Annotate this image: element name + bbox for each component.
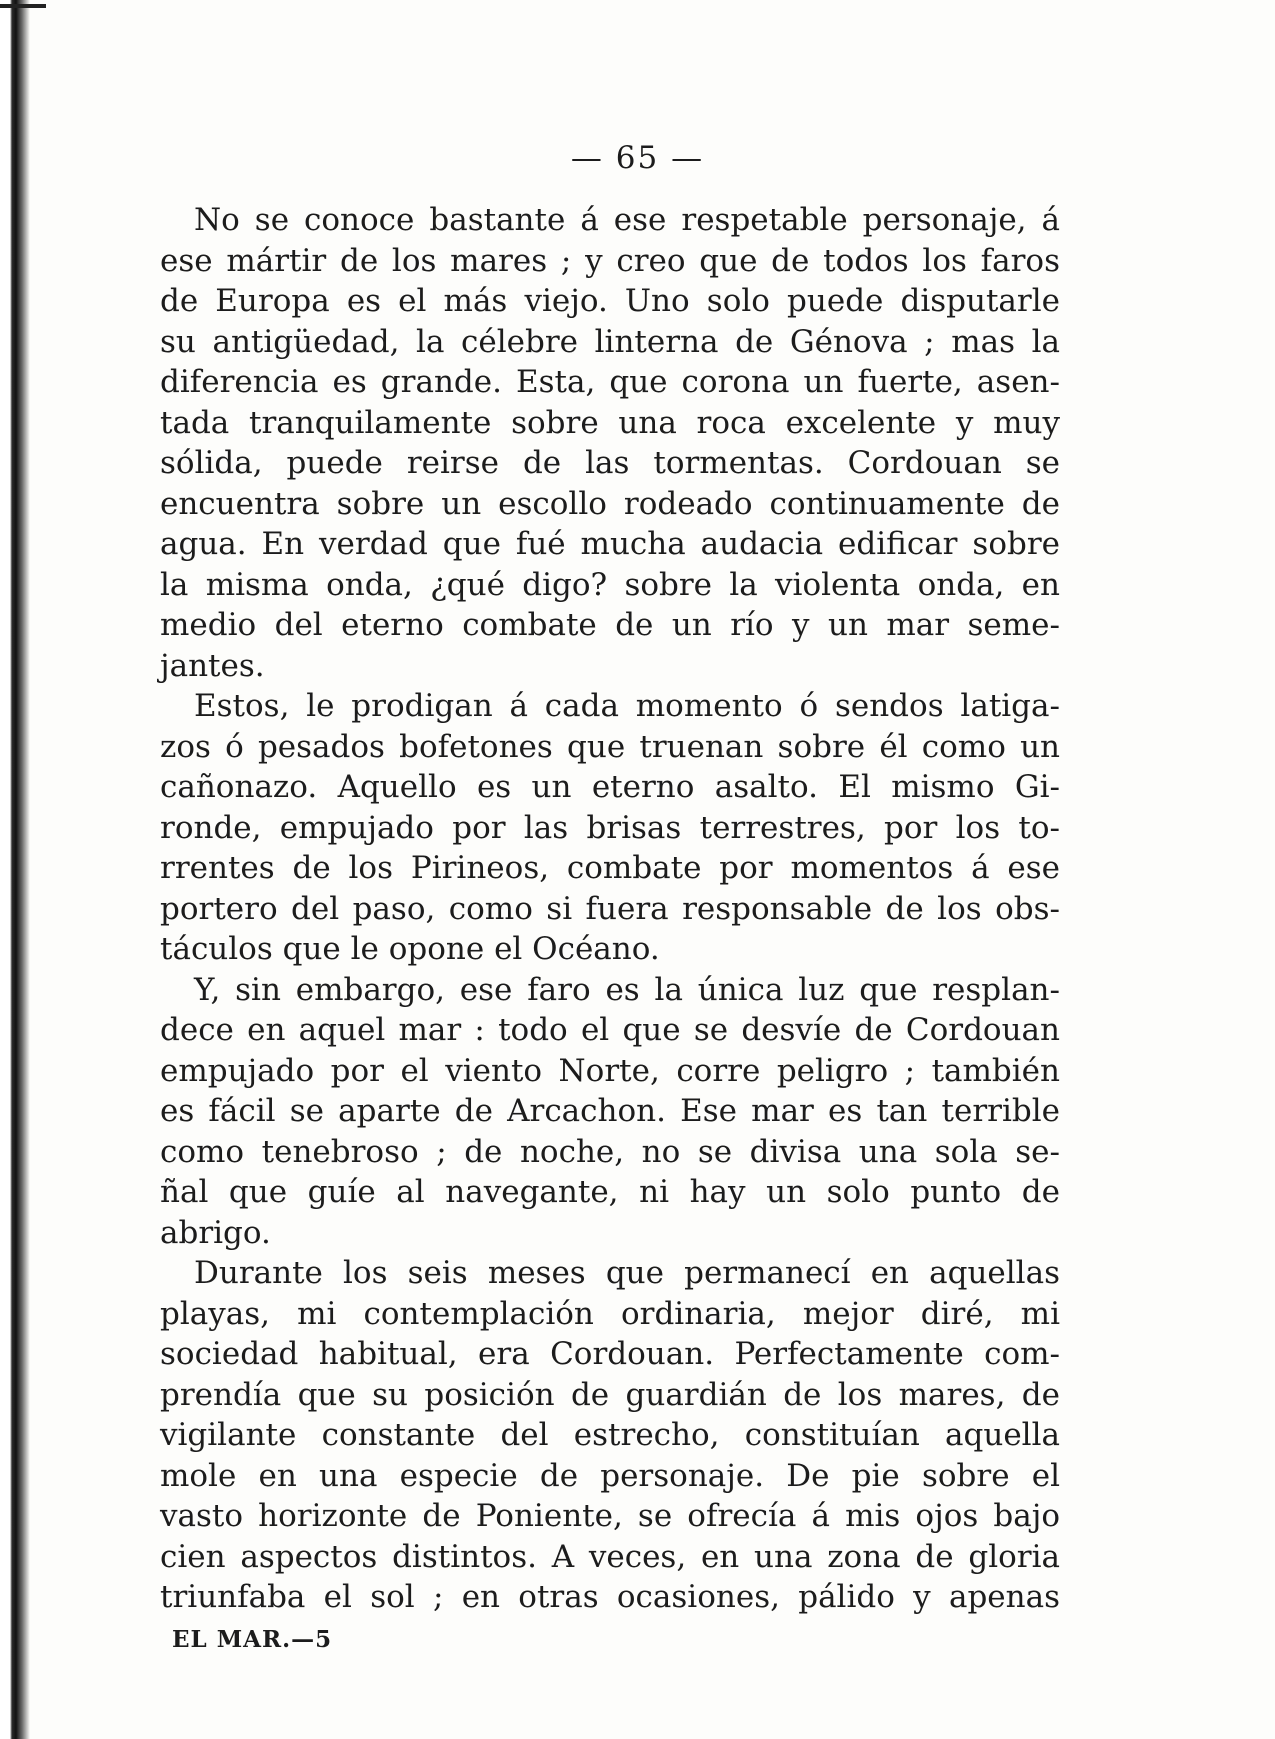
text-line: su antigüedad, la célebre linterna de Génova ; mas la: [160, 323, 1060, 360]
text-line: agua. En verdad que fué mucha audacia edificar sobre: [160, 526, 1060, 562]
text-line: encuentra sobre un escollo rodeado continuamente de: [160, 485, 1060, 522]
text-line: playas, mi contemplación ordinaria, mejor diré, mi: [160, 1295, 1060, 1332]
text-line: dece en aquel mar : todo el que se desvíe de Cordouan: [160, 1012, 1060, 1048]
text-line: vasto horizonte de Poniente, se ofrecía á mis ojos bajo: [160, 1498, 1060, 1534]
text-line: Y, sin embargo, ese faro es la única luz que resplan-: [194, 971, 1060, 1008]
text-line: sólida, puede reirse de las tormentas. Cordouan se: [160, 445, 1060, 481]
book-spine-shadow: [0, 0, 30, 1739]
text-line: tada tranquilamente sobre una roca excelente y muy: [160, 404, 1060, 441]
text-line: prendía que su posición de guardián de los mares, de: [160, 1376, 1060, 1413]
text-line: táculos que le opone el Océano.: [160, 931, 660, 967]
text-line: de Europa es el más viejo. Uno solo puede disputarle: [160, 283, 1060, 319]
body-text: [160, 200, 1060, 1618]
footer-signature: EL MAR.—5: [172, 1626, 333, 1653]
text-line: ronde, empujado por las brisas terrestres, por los to-: [160, 809, 1060, 846]
text-line: como tenebroso ; de noche, no se divisa una sola se-: [160, 1133, 1060, 1170]
text-line: cien aspectos distintos. A veces, en una zona de gloria: [160, 1538, 1060, 1575]
text-line: sociedad habitual, era Cordouan. Perfectamente com-: [160, 1336, 1060, 1372]
text-line: ese mártir de los mares ; y creo que de todos los faros: [160, 242, 1060, 279]
text-line: es fácil se aparte de Arcachon. Ese mar es tan terrible: [160, 1093, 1060, 1129]
spine-top-mark: [0, 4, 46, 22]
text-line: No se conoce bastante á ese respetable personaje, á: [194, 202, 1060, 238]
text-line: Estos, le prodigan á cada momento ó sendos latiga-: [194, 688, 1060, 724]
text-line: medio del eterno combate de un río y un mar seme-: [160, 607, 1060, 643]
text-line: mole en una especie de personaje. De pie sobre el: [160, 1457, 1060, 1494]
text-line: diferencia es grande. Esta, que corona un fuerte, asen-: [160, 364, 1060, 400]
page-number: — 65 —: [570, 140, 705, 176]
text-line: jantes.: [160, 647, 265, 684]
text-line: rrentes de los Pirineos, combate por momentos á ese: [160, 850, 1060, 886]
text-line: la misma onda, ¿qué digo? sobre la violenta onda, en: [160, 566, 1060, 603]
text-line: triunfaba el sol ; en otras ocasiones, pálido y apenas: [160, 1579, 1060, 1615]
text-line: Durante los seis meses que permanecí en aquellas: [194, 1255, 1060, 1291]
text-line: ñal que guíe al navegante, ni hay un solo punto de: [160, 1174, 1060, 1210]
text-line: empujado por el viento Norte, corre peligro ; también: [160, 1052, 1060, 1089]
text-line: cañonazo. Aquello es un eterno asalto. El mismo Gi-: [160, 769, 1060, 805]
text-line: vigilante constante del estrecho, constituían aquella: [160, 1417, 1060, 1453]
text-line: portero del paso, como si fuera responsable de los obs-: [160, 890, 1060, 927]
text-line: zos ó pesados bofetones que truenan sobre él como un: [160, 728, 1060, 765]
text-line: abrigo.: [160, 1214, 271, 1251]
